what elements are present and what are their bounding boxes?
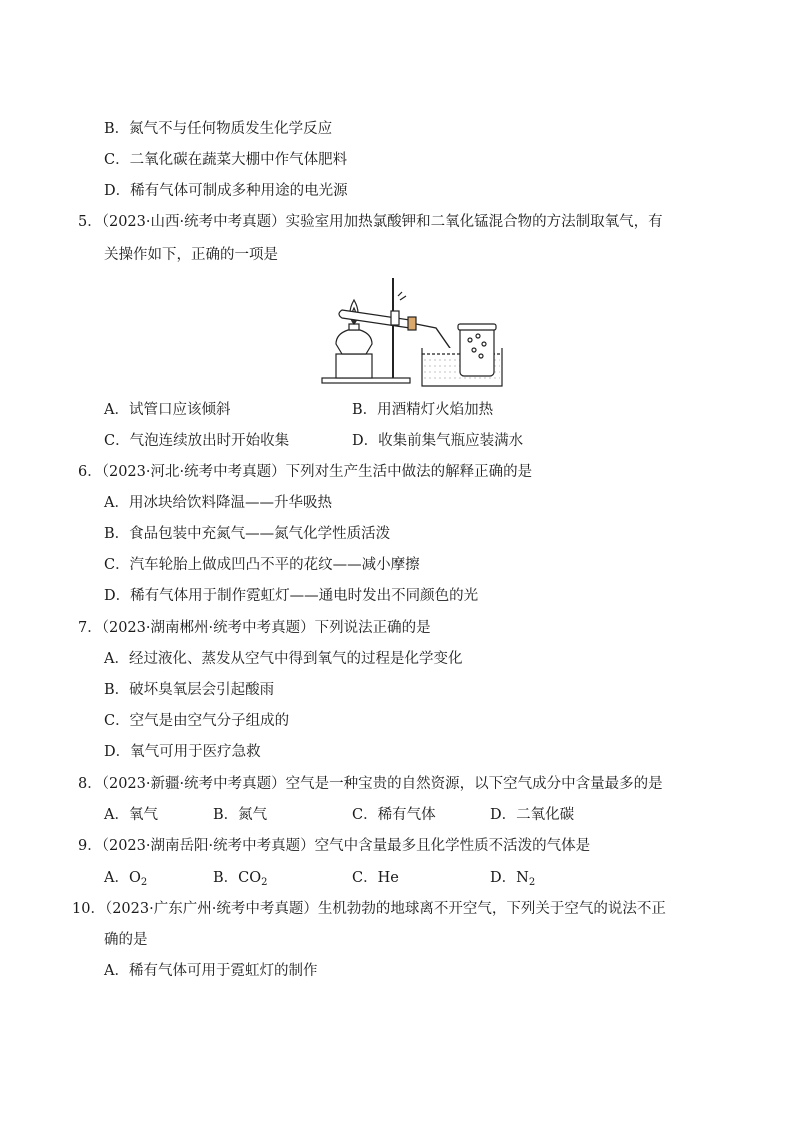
question-stem: 10．（2023·广东广州·统考中考真题）生机勃勃的地球离不开空气，下列关于空气的说法不正 [72,901,666,917]
question-stem: 5．（2023·山西·统考中考真题）实验室用加热氯酸钾和二氧化锰混合物的方法制取氧气，有 [78,214,663,230]
option-b: B．氮气 [213,807,268,823]
option-a: A．氧气 [104,807,158,823]
option-b: B．食品包装中充氮气——氮气化学性质活泼 [104,526,391,542]
option-d: D．稀有气体用于制作霓虹灯——通电时发出不同颜色的光 [104,588,479,604]
option-d: D．收集前集气瓶应装满水 [352,433,524,449]
option-c: C．汽车轮胎上做成凹凸不平的花纹——减小摩擦 [104,557,420,573]
option-c: C．二氧化碳在蔬菜大棚中作气体肥料 [104,152,348,168]
option-a: A．稀有气体可用于霓虹灯的制作 [104,963,318,979]
question-stem: 8．（2023·新疆·统考中考真题）空气是一种宝贵的自然资源，以下空气成分中含量最多的是 [78,776,663,792]
question-stem-cont: 关操作如下，正确的一项是 [104,247,278,263]
question-stem: 7．（2023·湖南郴州·统考中考真题）下列说法正确的是 [78,620,431,636]
option-c: C．He [352,870,399,886]
option-c: C．气泡连续放出时开始收集 [104,433,290,449]
option-d: D．氧气可用于医疗急救 [104,744,261,760]
option-b: B．氮气不与任何物质发生化学反应 [104,121,333,137]
question-stem-cont: 确的是 [104,932,148,948]
oxygen-preparation-apparatus-figure [318,274,504,392]
option-d: D．稀有气体可制成多种用途的电光源 [104,183,348,199]
option-d: D．$N_2$ [490,870,536,888]
option-c: C．空气是由空气分子组成的 [104,713,290,729]
option-a: A．$O_2$ [104,870,148,888]
question-stem: 6．（2023·河北·统考中考真题）下列对生产生活中做法的解释正确的是 [78,464,533,480]
option-a: A．试管口应该倾斜 [104,402,231,418]
option-b: B．用酒精灯火焰加热 [352,402,494,418]
option-d: D．二氧化碳 [490,807,575,823]
option-b: B．破坏臭氧层会引起酸雨 [104,682,275,698]
question-stem: 9．（2023·湖南岳阳·统考中考真题）空气中含量最多且化学性质不活泼的气体是 [78,838,591,854]
option-c: C．稀有气体 [352,807,436,823]
option-b: B．$CO_2$ [213,870,268,888]
option-a: A．用冰块给饮料降温——升华吸热 [104,495,332,511]
option-a: A．经过液化、蒸发从空气中得到氧气的过程是化学变化 [104,651,463,667]
